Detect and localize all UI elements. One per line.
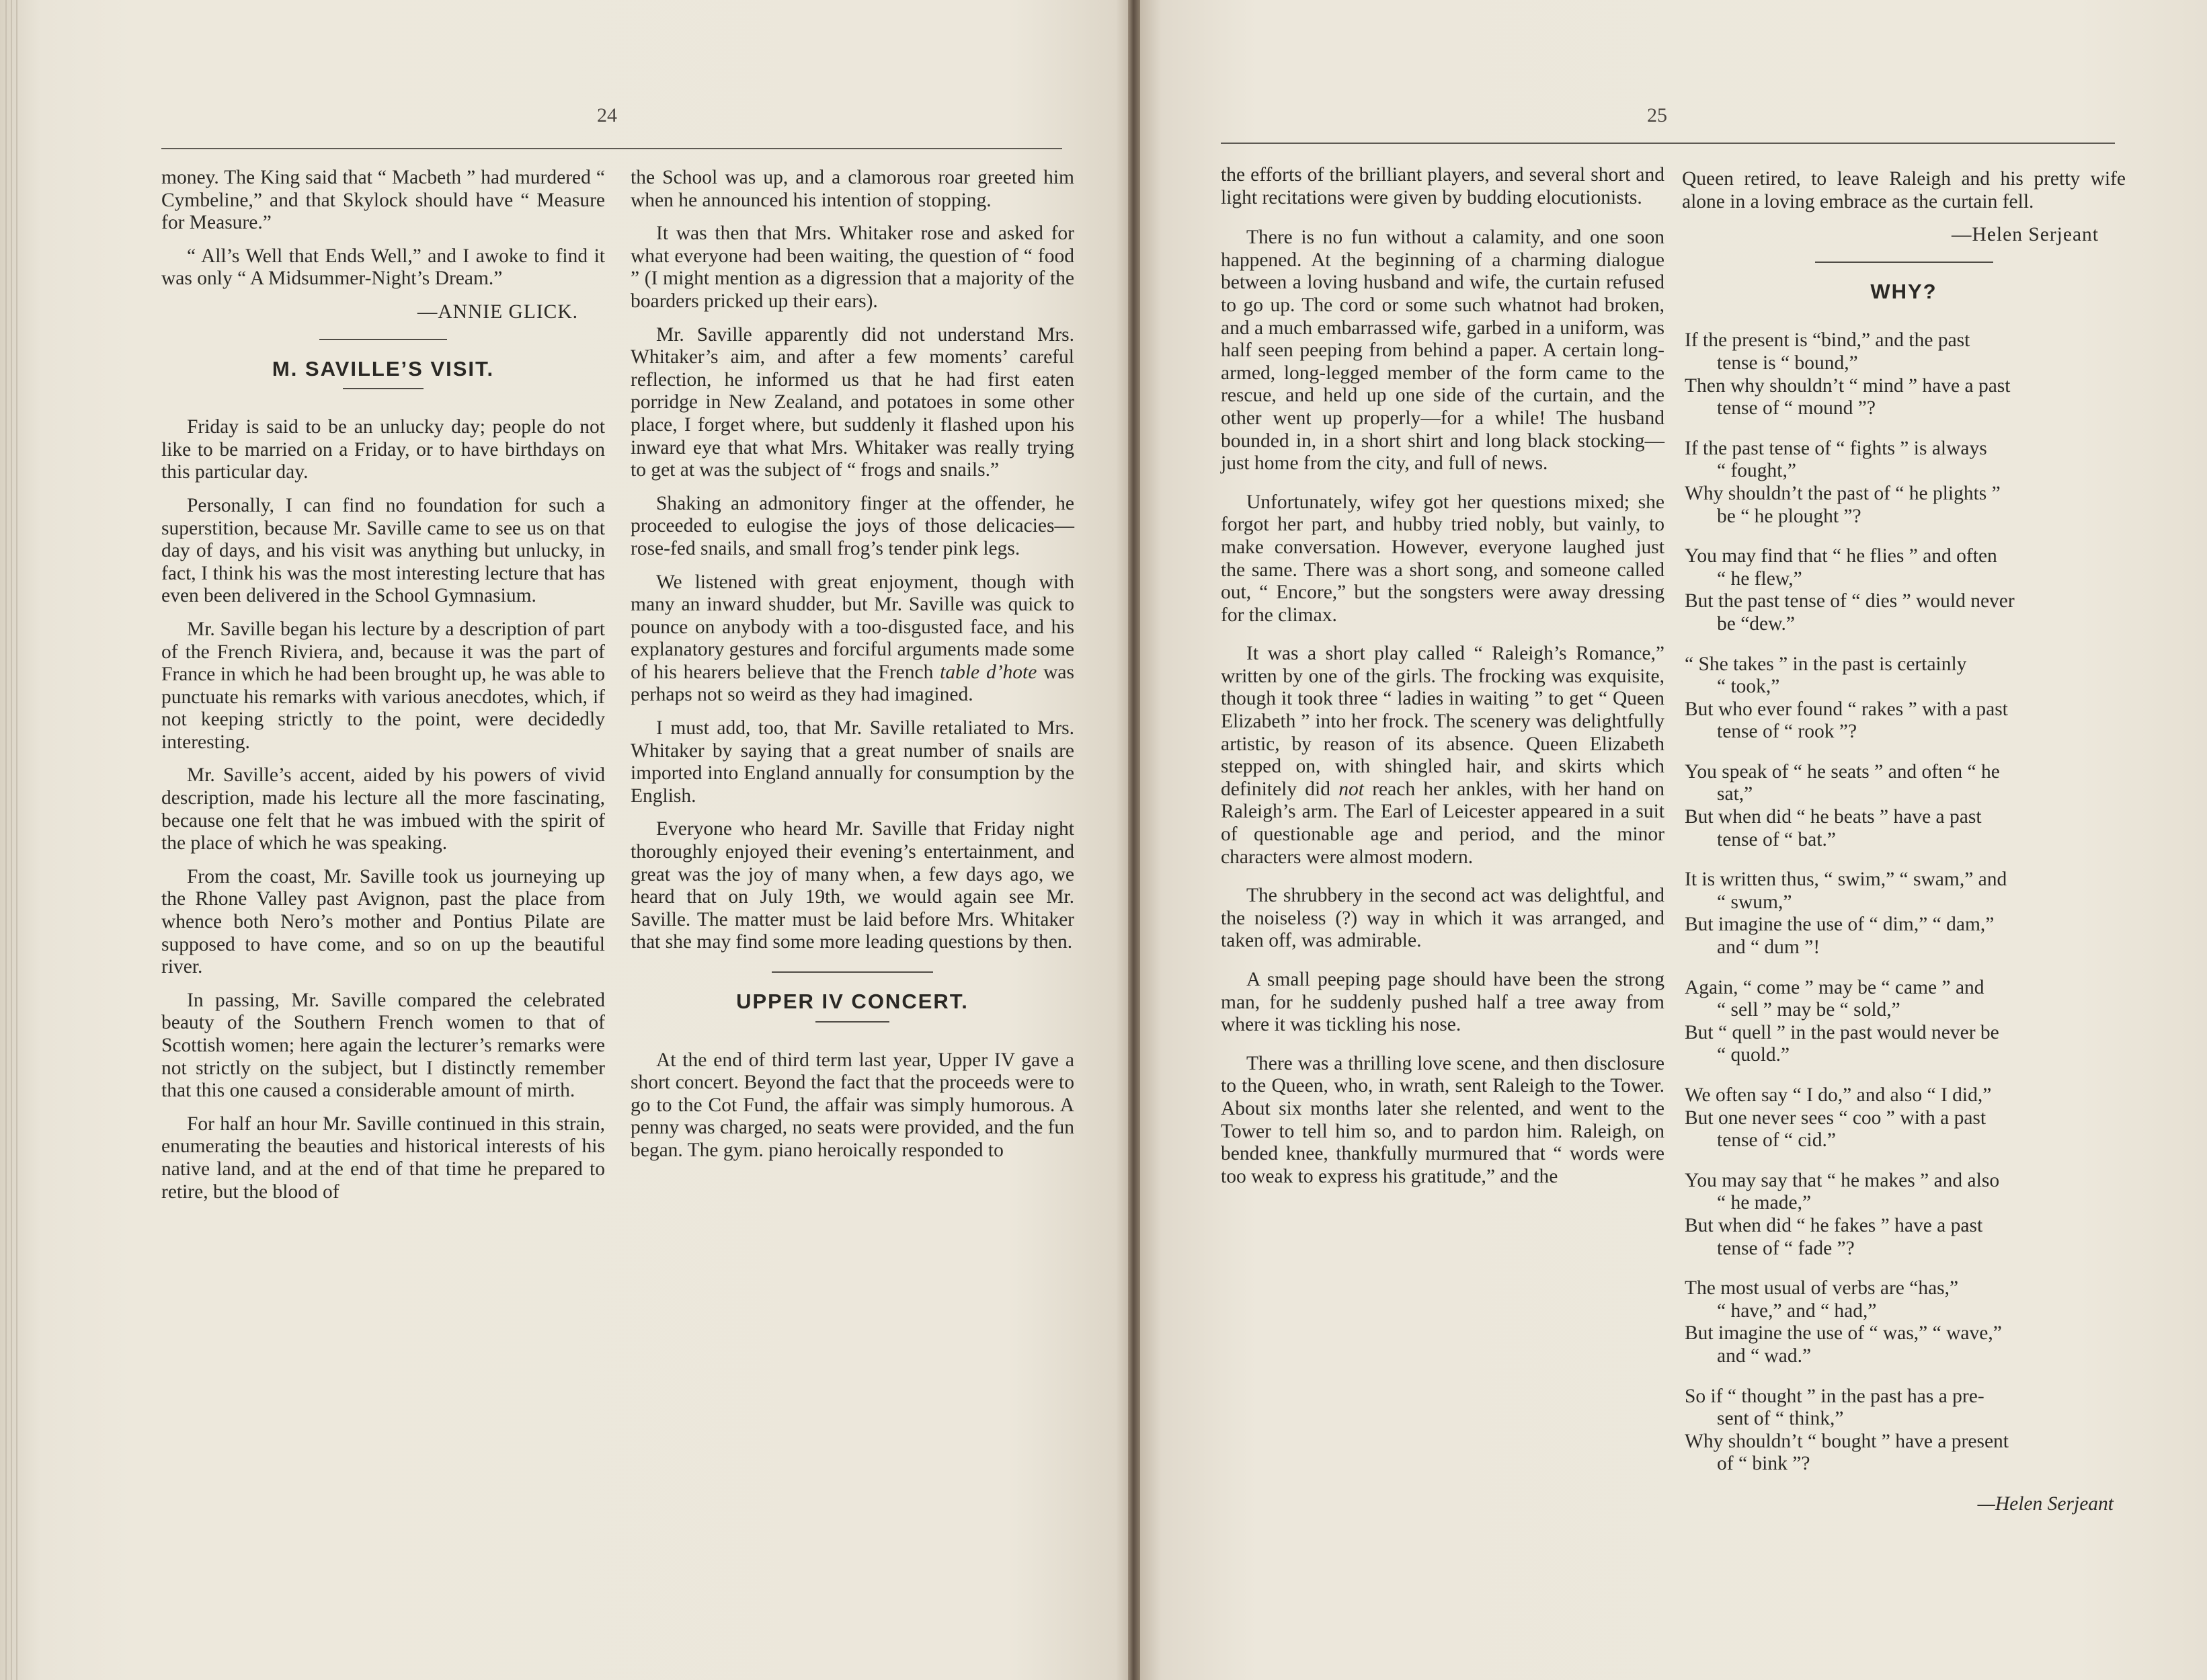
poem-line: But who ever found “ rakes ” with a past: [1685, 698, 2008, 720]
paragraph: There is no fun without a calamity, and one soon happened. At the beginning of a charming dialogue between a loving husband and wife, the curtain refused to go up. The cord or some such whatnot had broken, and a much embarrassed wife, garbed in a uniform, was half seen peeping from behind a paper. A certain long-armed, long-legged member of the form came to the rescue, and held up one side of the curtain, and the other went up properly—for a while! The husband bounded in, in a short shirt and long black stocking—just home from the city, and full of news.: [1221, 227, 1664, 475]
page-edge: [11, 0, 12, 1680]
paragraph: I must add, too, that Mr. Saville retaliated to Mrs. Whitaker by saying that a great number of snails are imported into England annually for consumption by the English.: [631, 717, 1074, 807]
poem-title: WHY?: [1870, 279, 1937, 303]
paragraph: money. The King said that “ Macbeth ” had murdered “ Cymbeline,” and that Skylock should have “ Measure for Measure.”: [161, 167, 605, 234]
paragraph: For half an hour Mr. Saville continued in this strain, enumerating the beauties and historical interests of his native land, and at the end of that time he prepared to retire, but the blood of: [161, 1113, 605, 1203]
poem-line: “ quold.”: [1717, 1044, 1790, 1066]
poem: [1682, 329, 2126, 1476]
poem-line: But when did “ he fakes ” have a past: [1685, 1214, 1983, 1236]
poem-line: But imagine the use of “ dim,” “ dam,”: [1685, 914, 1995, 936]
italic-phrase: table d’hote: [940, 661, 1037, 683]
poem-line: tense of “ bat.”: [1717, 828, 1836, 850]
poem-line: But imagine the use of “ was,” “ wave,”: [1685, 1322, 2002, 1345]
poem-line: If the present is “bind,” and the past: [1685, 329, 1970, 352]
heading-rule: [343, 388, 424, 389]
poem-line: be “dew.”: [1717, 612, 1796, 635]
poem-line: “ he flew,”: [1717, 567, 1802, 590]
poem-line: and “ dum ”!: [1717, 936, 1820, 959]
page-edge: [16, 0, 17, 1680]
section-divider: [319, 339, 447, 340]
text-run: was perhaps not so weird as they had imagined.: [631, 661, 1075, 706]
paragraph: Shaking an admonitory finger at the offender, he proceeded to eulogise the joys of those delicacies—rose-fed snails, and small frog’s tender pink legs.: [631, 492, 1074, 559]
paragraph: In passing, Mr. Saville compared the celebrated beauty of the Southern French women to that of Scottish women; here again the lecturer’s remarks were not strictly on the subject, but I distinctly remember that this one caused a considerable amount of mirth.: [161, 989, 605, 1102]
page-edge: [5, 0, 7, 1680]
paragraph: Mr. Saville’s accent, aided by his powers of vivid description, made his lecture all the more fascinating, because one felt that he was imbued with the spirit of the place of which he was speaking.: [161, 764, 605, 854]
paragraph: A small peeping page should have been the strong man, for he suddenly pushed half a tree away from where it was tickling his nose.: [1221, 969, 1664, 1036]
poem-stanza: [1682, 977, 2126, 1067]
poem-line: be “ he plought ”?: [1717, 505, 1861, 527]
poem-stanza: [1682, 329, 2126, 419]
right-column-2: [1682, 168, 2126, 1516]
poem-line: and “ wad.”: [1717, 1345, 1812, 1367]
paragraph: At the end of third term last year, Upper IV gave a short concert. Beyond the fact that the proceeds were to go to the Cot Fund, the affair was simply humorous. A penny was charged, no seats were provided, and the fun began. The gym. piano heroically responded to: [631, 1049, 1074, 1161]
poem-line: We often say “ I do,” and also “ I did,”: [1685, 1084, 1992, 1106]
poem-line: The most usual of verbs are “has,”: [1685, 1277, 1959, 1299]
poem-line: It is written thus, “ swim,” “ swam,” and: [1685, 869, 2007, 891]
poem-line: “ took,”: [1717, 676, 1780, 698]
paragraph: Mr. Saville apparently did not understand Mrs. Whitaker’s aim, and after a few moments’ careful reflection, he informed us that he had first eaten porridge in New Zealand, and potatoes in some other place, I forget where, but suddenly it flashed upon his inward eye that what Mrs. Whitaker was really trying to get at was the subject of “ frogs and snails.”: [631, 323, 1074, 481]
paragraph: Mr. Saville began his lecture by a description of part of the French Riviera, and, because it was the part of France in which he had been brought up, he was able to punctuate his remarks with various anecdotes, which, if not keeping strictly to the point, were decidedly interesting.: [161, 618, 605, 753]
left-column-1: [161, 167, 605, 1214]
paragraph: The shrubbery in the second act was delightful, and the noiseless (?) way in which it was arranged, and taken off, was admirable.: [1221, 885, 1664, 952]
paragraph: From the coast, Mr. Saville took us journeying up the Rhone Valley past Avignon, past the place from whence both Nero’s mother and Pontius Pilate are supposed to have come, and so on up the beautiful river.: [161, 865, 605, 978]
heading-rule: [815, 1021, 889, 1023]
poem-line: tense of “ mound ”?: [1717, 397, 1876, 419]
poem-line: But “ quell ” in the past would never be: [1685, 1021, 1999, 1043]
author-signature: —Helen Serjeant: [1952, 224, 2099, 246]
text-run: reach her ankles, with her hand on Raleigh’s arm. The Earl of Leicester appeared in a suit of questionable age and period, and the minor characters were almost modern.: [1221, 778, 1665, 868]
poem-line: But when did “ he beats ” have a past: [1685, 806, 1982, 828]
section-heading: UPPER IV CONCERT.: [736, 990, 969, 1013]
poem-line: Then why shouldn’t “ mind ” have a past: [1685, 374, 2011, 397]
poem-line: Again, “ come ” may be “ came ” and: [1685, 976, 1984, 998]
paragraph: [1221, 643, 1664, 869]
page-number: 25: [1647, 104, 1667, 126]
poem-author: —Helen Serjeant: [1977, 1492, 2114, 1515]
text-run: We listened with great enjoyment, though with many an inward shudder, but Mr. Saville was quick to pounce on anybody with a too-disgusted face, and his explanatory gestures and forciful arguments made some of his hearers believe that the French: [631, 571, 1074, 683]
poem-line: tense of “ rook ”?: [1717, 721, 1857, 743]
poem-line: “ She takes ” in the past is certainly: [1685, 653, 1967, 675]
poem-stanza: [1682, 438, 2126, 528]
poem-line: So if “ thought ” in the past has a pre-: [1685, 1385, 1984, 1407]
header-rule: [161, 148, 1062, 149]
paragraph: Unfortunately, wifey got her questions mixed; she forgot her part, and hubby tried nobly, but vainly, to make conversation. However, everyone laughed just the same. There was a short song, and someone called out, “ Encore,” but the songsters were away dressing for the climax.: [1221, 491, 1664, 626]
paragraph: Friday is said to be an unlucky day; people do not like to be married on a Friday, or to have birthdays on this particular day.: [161, 416, 605, 483]
section-heading: M. SAVILLE’S VISIT.: [272, 356, 495, 381]
paragraph: the efforts of the brilliant players, and several short and light recitations were given by budding elocutionists.: [1221, 164, 1664, 208]
poem-line: sat,”: [1717, 783, 1753, 805]
paragraph: Everyone who heard Mr. Saville that Friday night thoroughly enjoyed their evening’s entertainment, and great was the joy of many when, a few days ago, we heard that on July 19th, we would again see Mr. Saville. The matter must be laid before Mrs. Whitaker that she may find some more leading questions by then.: [631, 818, 1074, 953]
poem-line: Why shouldn’t the past of “ he plights ”: [1685, 482, 2001, 504]
poem-line: If the past tense of “ fights ” is always: [1685, 437, 1987, 459]
poem-stanza: [1682, 869, 2126, 959]
poem-stanza: [1682, 1386, 2126, 1476]
paragraph: the School was up, and a clamorous roar greeted him when he announced his intention of stopping.: [631, 167, 1074, 211]
poem-line: You may say that “ he makes ” and also: [1685, 1169, 2000, 1191]
poem-line: tense is “ bound,”: [1717, 352, 1858, 374]
poem-line: You may find that “ he flies ” and often: [1685, 545, 1997, 567]
poem-stanza: [1682, 761, 2126, 851]
poem-line: But one never sees “ coo ” with a past: [1685, 1107, 1987, 1129]
paragraph: Queen retired, to leave Raleigh and his pretty wife alone in a loving embrace as the curtain fell.: [1682, 168, 2126, 212]
poem-line: You speak of “ he seats ” and often “ he: [1685, 760, 2000, 783]
poem-line: But the past tense of “ dies ” would never: [1685, 590, 2015, 612]
poem-line: tense of “ cid.”: [1717, 1129, 1836, 1152]
book-gutter: [1128, 0, 1140, 1680]
paragraph: [631, 571, 1074, 707]
right-column-1: [1221, 164, 1664, 1199]
header-rule: [1221, 143, 2115, 144]
poem-stanza: [1682, 545, 2126, 635]
poem-line: tense of “ fade ”?: [1717, 1237, 1855, 1259]
paragraph: “ All’s Well that Ends Well,” and I awoke to find it was only “ A Midsummer-Night’s Dream.”: [161, 245, 605, 290]
poem-stanza: [1682, 653, 2126, 744]
italic-word: not: [1338, 778, 1364, 800]
poem-stanza: [1682, 1170, 2126, 1260]
page-number: 24: [597, 104, 617, 126]
poem-line: “ have,” and “ had,”: [1717, 1299, 1877, 1322]
poem-stanza: [1682, 1277, 2126, 1367]
paragraph: Personally, I can find no foundation for such a superstition, because Mr. Saville came to see us on that day of days, and his visit was anything but unlucky, in fact, I think his was the most interesting lecture that has even been delivered in the School Gymnasium.: [161, 494, 605, 607]
poem-line: Why shouldn’t “ bought ” have a present: [1685, 1430, 2009, 1452]
poem-line: sent of “ think,”: [1717, 1408, 1844, 1430]
poem-line: of “ bink ”?: [1717, 1453, 1810, 1475]
poem-line: “ swum,”: [1717, 891, 1792, 913]
paragraph: It was then that Mrs. Whitaker rose and asked for what everyone had been waiting, the question of “ food ” (I might mention as a digression that a majority of the boarders pricked up their ears).: [631, 223, 1074, 312]
paragraph: There was a thrilling love scene, and then disclosure to the Queen, who, in wrath, sent Raleigh to the Tower. About six months later she relented, and went to the Tower to tell him so, and to pardon him. Raleigh, on bended knee, thankfully murmured that “ words were too weak to express his gratitude,” and the: [1221, 1052, 1664, 1187]
poem-line: “ he made,”: [1717, 1192, 1812, 1214]
poem-stanza: [1682, 1084, 2126, 1152]
poem-line: “ fought,”: [1717, 460, 1796, 482]
author-signature: —ANNIE GLICK.: [417, 301, 578, 323]
section-divider: [1815, 262, 1993, 263]
poem-line: “ sell ” may be “ sold,”: [1717, 999, 1900, 1021]
text-run: It was a short play called “ Raleigh’s Romance,” written by one of the girls. The frocking was exquisite, though it took three “ ladies in waiting ” to get “ Queen Elizabeth ” into her frock. The scenery was delightfully artistic, by reason of its absence. Queen Elizabeth stepped on, with shingled hair, and skirts which definitely did: [1221, 643, 1664, 800]
section-divider: [772, 971, 933, 973]
right-page: [1135, 0, 2207, 1680]
left-column-2: [631, 167, 1074, 1173]
